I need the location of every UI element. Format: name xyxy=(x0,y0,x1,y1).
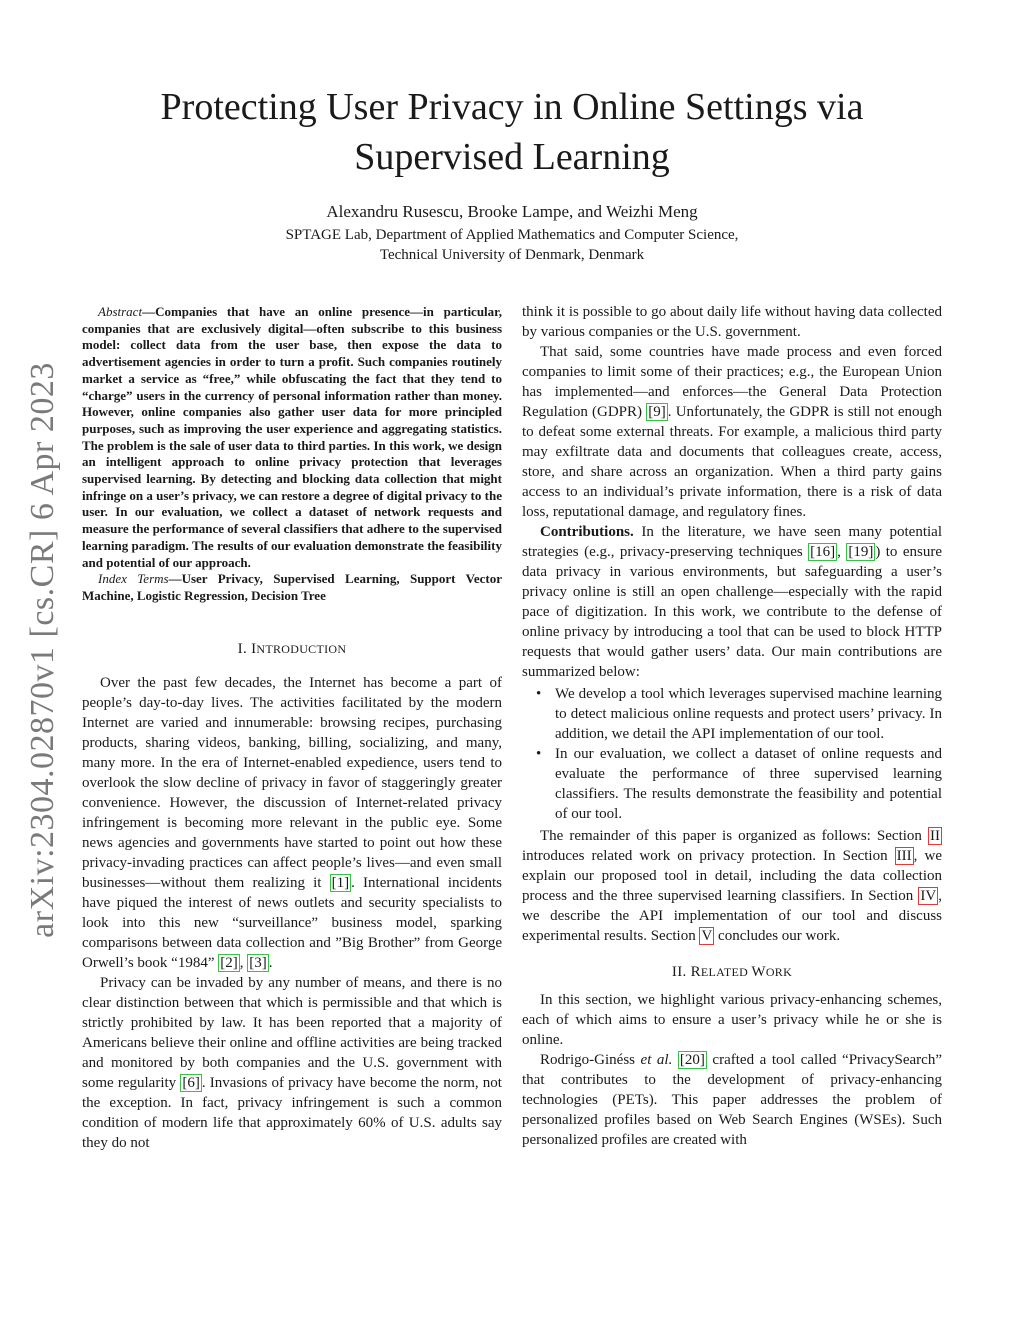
section-heading-introduction xyxy=(82,639,502,659)
left-column xyxy=(82,304,502,1153)
section-link-v[interactable]: V xyxy=(701,928,713,944)
paper-title: Protecting User Privacy in Online Settings via Supervised Learning xyxy=(160,86,864,178)
organization-text-e: concludes our work. xyxy=(714,928,841,944)
section-heading-smallcaps: NTRODUCTION xyxy=(256,641,347,656)
section-heading-related-work xyxy=(522,962,942,982)
et-al: et al. xyxy=(640,1052,673,1068)
section-numeral: II. xyxy=(671,964,691,980)
affiliation-line-1: SPTAGE Lab, Department of Applied Mathematics and Computer Science, xyxy=(285,227,739,243)
section-heading-smallcaps: ORK xyxy=(765,965,793,979)
citation-link-6[interactable]: [6] xyxy=(182,1074,200,1091)
contributions-paragraph xyxy=(522,522,942,682)
intro-paragraph-2 xyxy=(82,973,502,1153)
intro-p2-text-a: Privacy can be invaded by any number of means, and there is no clear distinction between that which is permissible and that which is strictly prohibited by law. It has been reported that a majority of Americans believe their online and offline activities are being tracked and monitored by both companies and the U.S. government with some regularity xyxy=(82,974,502,1091)
organization-text-d: , we describe the API implementation of our tool and discuss experimental results. Section xyxy=(522,888,942,944)
intro-p2-text-b: . Invasions of privacy have become the norm, not the exception. In fact, privacy infringement is such a common condition of modern life that approximately 60% of U.S. adults say they do not xyxy=(82,1074,502,1151)
bullet-icon: • xyxy=(536,746,542,762)
intro-p3-text-a: That said, some countries have made process and even forced companies to limit some of their practices; e.g., the European Union has implemented—and enforces—the General Data Protection Regulation (GDPR) xyxy=(522,344,942,420)
arxiv-identifier-text: arXiv:2304.02870v1 [cs.CR] 6 Apr 2023 xyxy=(24,362,61,938)
citation-link-20[interactable]: [20] xyxy=(679,1052,705,1068)
contributions-text-b: ) to ensure data privacy in various environments, but safeguarding a user’s privacy online is still an open challenge—especially with the rapid pace of digitization. In this work, we contribute to the defense of online privacy by introducing a tool that can be used to block HTTP requests that would gather users’ data. Our main contributions are summarized below: xyxy=(522,544,942,680)
index-terms-text: —User Privacy, Supervised Learning, Support Vector Machine, Logistic Regression, Decision Tree xyxy=(82,571,502,603)
abstract-label: Abstract xyxy=(98,304,143,319)
intro-paragraph-2-continued: think it is possible to go about daily life without having data collected by various companies or the U.S. government. xyxy=(522,304,942,340)
section-heading-smallcaps: ELATED xyxy=(700,965,752,979)
contributions-label: Contributions. xyxy=(540,524,634,540)
citation-link-1[interactable]: [1] xyxy=(331,874,350,891)
section-numeral: I. xyxy=(237,640,252,657)
abstract-text: —Companies that have an online presence—in particular, companies that are exclusively digital—often subscribe to this business model: collect data from the user base, then expose the data to advertisement agencies in order to turn a profit. Such companies routinely market a service as “free,” while obfuscating the fact that they tend to “charge” users in the currency of personal information rather than money. However, online companies also gather user data for more principled purposes, such as improving the user experience and aggregating statistics. The problem is the sale of user data to third parties. In this work, we design an intelligent approach to online privacy protection that leverages supervised learning. By detecting and blocking data collection that might infringe on a user’s privacy, we can restore a degree of digital privacy to the user. In our evaluation, we collect a dataset of network requests and measure the performance of several classifiers that adhere to the supervised learning paradigm. The results of our evaluation demonstrate the feasibility and potential of our approach. xyxy=(82,304,502,570)
related-p2-text-a: Rodrigo-Ginéss xyxy=(540,1052,641,1068)
intro-p1-text-a: Over the past few decades, the Internet has become a part of people’s day-to-day lives. The activities facilitated by the modern Internet are varied and innumerable: browsing recipes, purchasing products, sharing videos, banking, billing, socializing, and many, many more. In the era of Internet-enabled expedience, users tend to overlook the slow decline of privacy in favor of staggeringly greater convenience. However, the discussion of Internet-related privacy infringement is becoming more relevant in the public eye. Some news agencies and governments have started to point out how these privacy-invading practices can affect people’s lives—and even small businesses—without them realizing it xyxy=(82,674,502,891)
section-link-ii[interactable]: II xyxy=(930,828,940,844)
paper-authors: Alexandru Rusescu, Brooke Lampe, and Weizhi Meng xyxy=(326,202,698,221)
intro-p3-text-b: . Unfortunately, the GDPR is still not enough to defeat some external threats. For example, a malicious third party may exfiltrate data and documents that colleagues create, access, store, and share across an organization. When a third party gains access to an individual’s private information, there is a risk of data loss, reputational damage, and regulatory fines. xyxy=(522,404,942,520)
index-terms xyxy=(82,571,502,604)
related-p2-text-c: crafted a tool called “PrivacySearch” that contributes to the development of privacy-enhancing technologies (PETs). This paper addresses the problem of personalized profiles based on Web Search Engines (WSEs). Such personalized profiles are created with xyxy=(522,1052,942,1148)
list-item xyxy=(522,744,942,824)
citation-separator: , xyxy=(837,544,847,560)
list-item xyxy=(522,684,942,744)
list-item-text: We develop a tool which leverages supervised machine learning to detect malicious online requests and protect users’ privacy. In addition, we detail the API implementation of our tool. xyxy=(555,686,942,742)
section-heading-initial: W xyxy=(751,964,766,980)
intro-paragraph-1 xyxy=(82,673,502,973)
organization-paragraph xyxy=(522,826,942,946)
abstract xyxy=(82,304,502,571)
section-heading-initial: I xyxy=(251,640,257,657)
affiliation-line-2: Technical University of Denmark, Denmark xyxy=(379,247,645,263)
intro-paragraph-3 xyxy=(522,342,942,522)
contributions-list xyxy=(522,684,942,824)
arxiv-identifier xyxy=(18,360,68,940)
index-terms-label: Index Terms xyxy=(98,571,169,587)
organization-text-a: The remainder of this paper is organized as follows: Section xyxy=(540,828,928,844)
contributions-text-a: In the literature, we have seen many potential strategies (e.g., privacy-preserving techniques xyxy=(522,524,942,560)
related-work-paragraph-1: In this section, we highlight various privacy-enhancing schemes, each of which aims to ensure a user’s privacy while he or she is online. xyxy=(522,992,942,1048)
right-column xyxy=(522,302,942,1150)
section-link-iii[interactable]: III xyxy=(896,848,912,864)
citation-link-16[interactable]: [16] xyxy=(810,544,836,560)
citation-link-3[interactable]: [3] xyxy=(249,954,267,971)
list-item-text: In our evaluation, we collect a dataset of online requests and evaluate the performance of three supervised learning classifiers. The results demonstrate the feasibility and potential of our tool. xyxy=(555,746,942,822)
intro-p1-text-c: . xyxy=(268,954,273,971)
citation-link-9[interactable]: [9] xyxy=(648,404,666,420)
section-heading-initial: R xyxy=(690,964,701,980)
organization-text-b: introduces related work on privacy protection. In Section xyxy=(522,848,895,864)
intro-p1-text-b: . International incidents have piqued the interest of news outlets and security specialists to look into this new “surveillance” business model, sparking comparisons between data collection and ”Big Brother” from George Orwell’s book “1984” xyxy=(82,874,502,971)
citation-link-2[interactable]: [2] xyxy=(220,954,238,971)
section-link-iv[interactable]: IV xyxy=(920,888,937,904)
citation-separator: , xyxy=(239,954,248,971)
related-work-paragraph-2 xyxy=(522,1050,942,1150)
citation-link-19[interactable]: [19] xyxy=(848,544,874,560)
paper-affiliation xyxy=(100,225,924,265)
bullet-icon: • xyxy=(536,686,542,702)
organization-text-c: , we explain our proposed tool in detail, including the data collection process and the three supervised learning classifiers. In Section xyxy=(522,848,942,904)
